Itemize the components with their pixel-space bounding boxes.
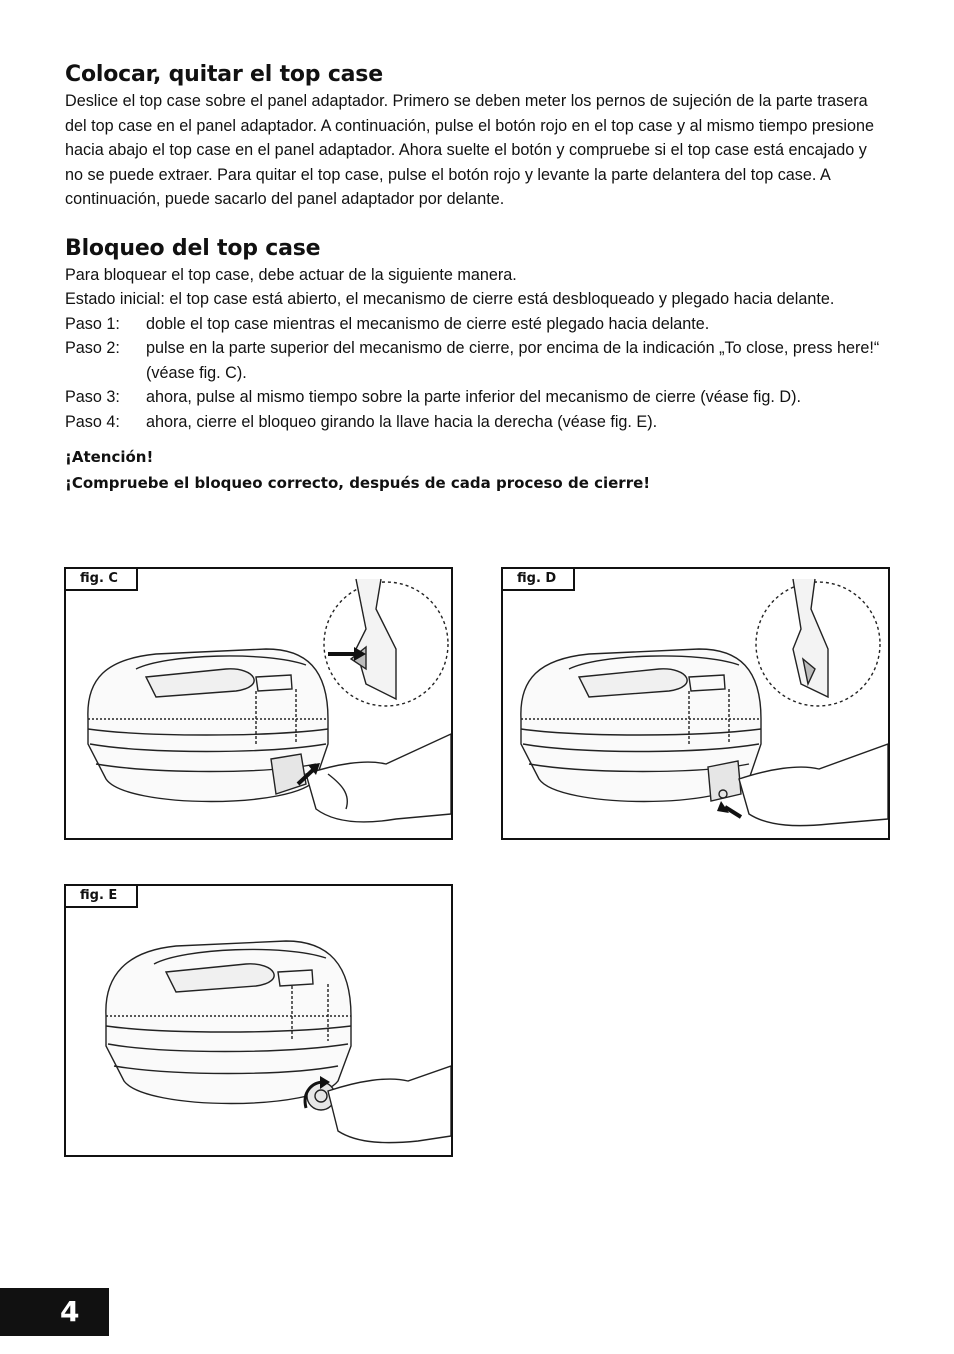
page-content [65,62,887,496]
step-label: Paso 4: [65,412,120,431]
page-number: 4 [0,1288,109,1336]
step-label: Paso 1: [65,314,120,333]
figure-label: fig. C [66,569,138,591]
figure-c [64,567,453,840]
step-text: ahora, cierre el bloqueo girando la llave hacia la derecha (véase fig. E). [146,412,658,431]
top-case-illustration [66,886,451,1155]
step-1 [65,312,887,337]
step-label: Paso 3: [65,388,120,406]
step-2 [65,336,887,385]
section-body-mounting: Deslice el top case sobre el panel adaptador. Primero se deben meter los pernos de sujeción de la parte trasera del top case en el panel adaptador. A continuación, pulse el botón rojo en el top case y al mismo tiempo presione hacia abajo el top case en el panel adaptador. Ahora suelte el botón y compruebe si el top case está encajado y no se puede extraer. Para quitar el top case, pulse el botón rojo y levante la parte delantera del top case. A continuación, puede sacarlo del panel adaptador por delante. [65,92,875,208]
figure-label: fig. D [503,569,575,591]
step-label: Paso 2: [65,339,120,357]
figure-e [64,884,453,1157]
section-title-mounting: Colocar, quitar el top case [65,62,383,87]
top-case-illustration [66,569,451,838]
attention-block [65,444,887,496]
attention-title: ¡Atención! [65,448,154,466]
step-text: pulse en la parte superior del mecanismo de cierre, por encima de la indicación „To close, press here!“ (véase fig. C). [146,339,880,382]
step-text: ahora, pulse al mismo tiempo sobre la parte inferior del mecanismo de cierre (véase fig. D). [146,388,801,406]
attention-text: ¡Compruebe el bloqueo correcto, después de cada proceso de cierre! [65,474,651,492]
step-text: doble el top case mientras el mecanismo de cierre esté plegado hacia delante. [146,314,710,333]
top-case-illustration [503,569,888,838]
step-4 [65,410,887,435]
step-3 [65,385,887,410]
figure-d [501,567,890,840]
figure-label: fig. E [66,886,138,908]
locking-intro: Para bloquear el top case, debe actuar de la siguiente manera. [65,265,517,284]
locking-initial-state: Estado inicial: el top case está abierto, el mecanismo de cierre está desbloqueado y plegado hacia delante. [65,290,835,308]
section-title-locking: Bloqueo del top case [65,235,321,261]
